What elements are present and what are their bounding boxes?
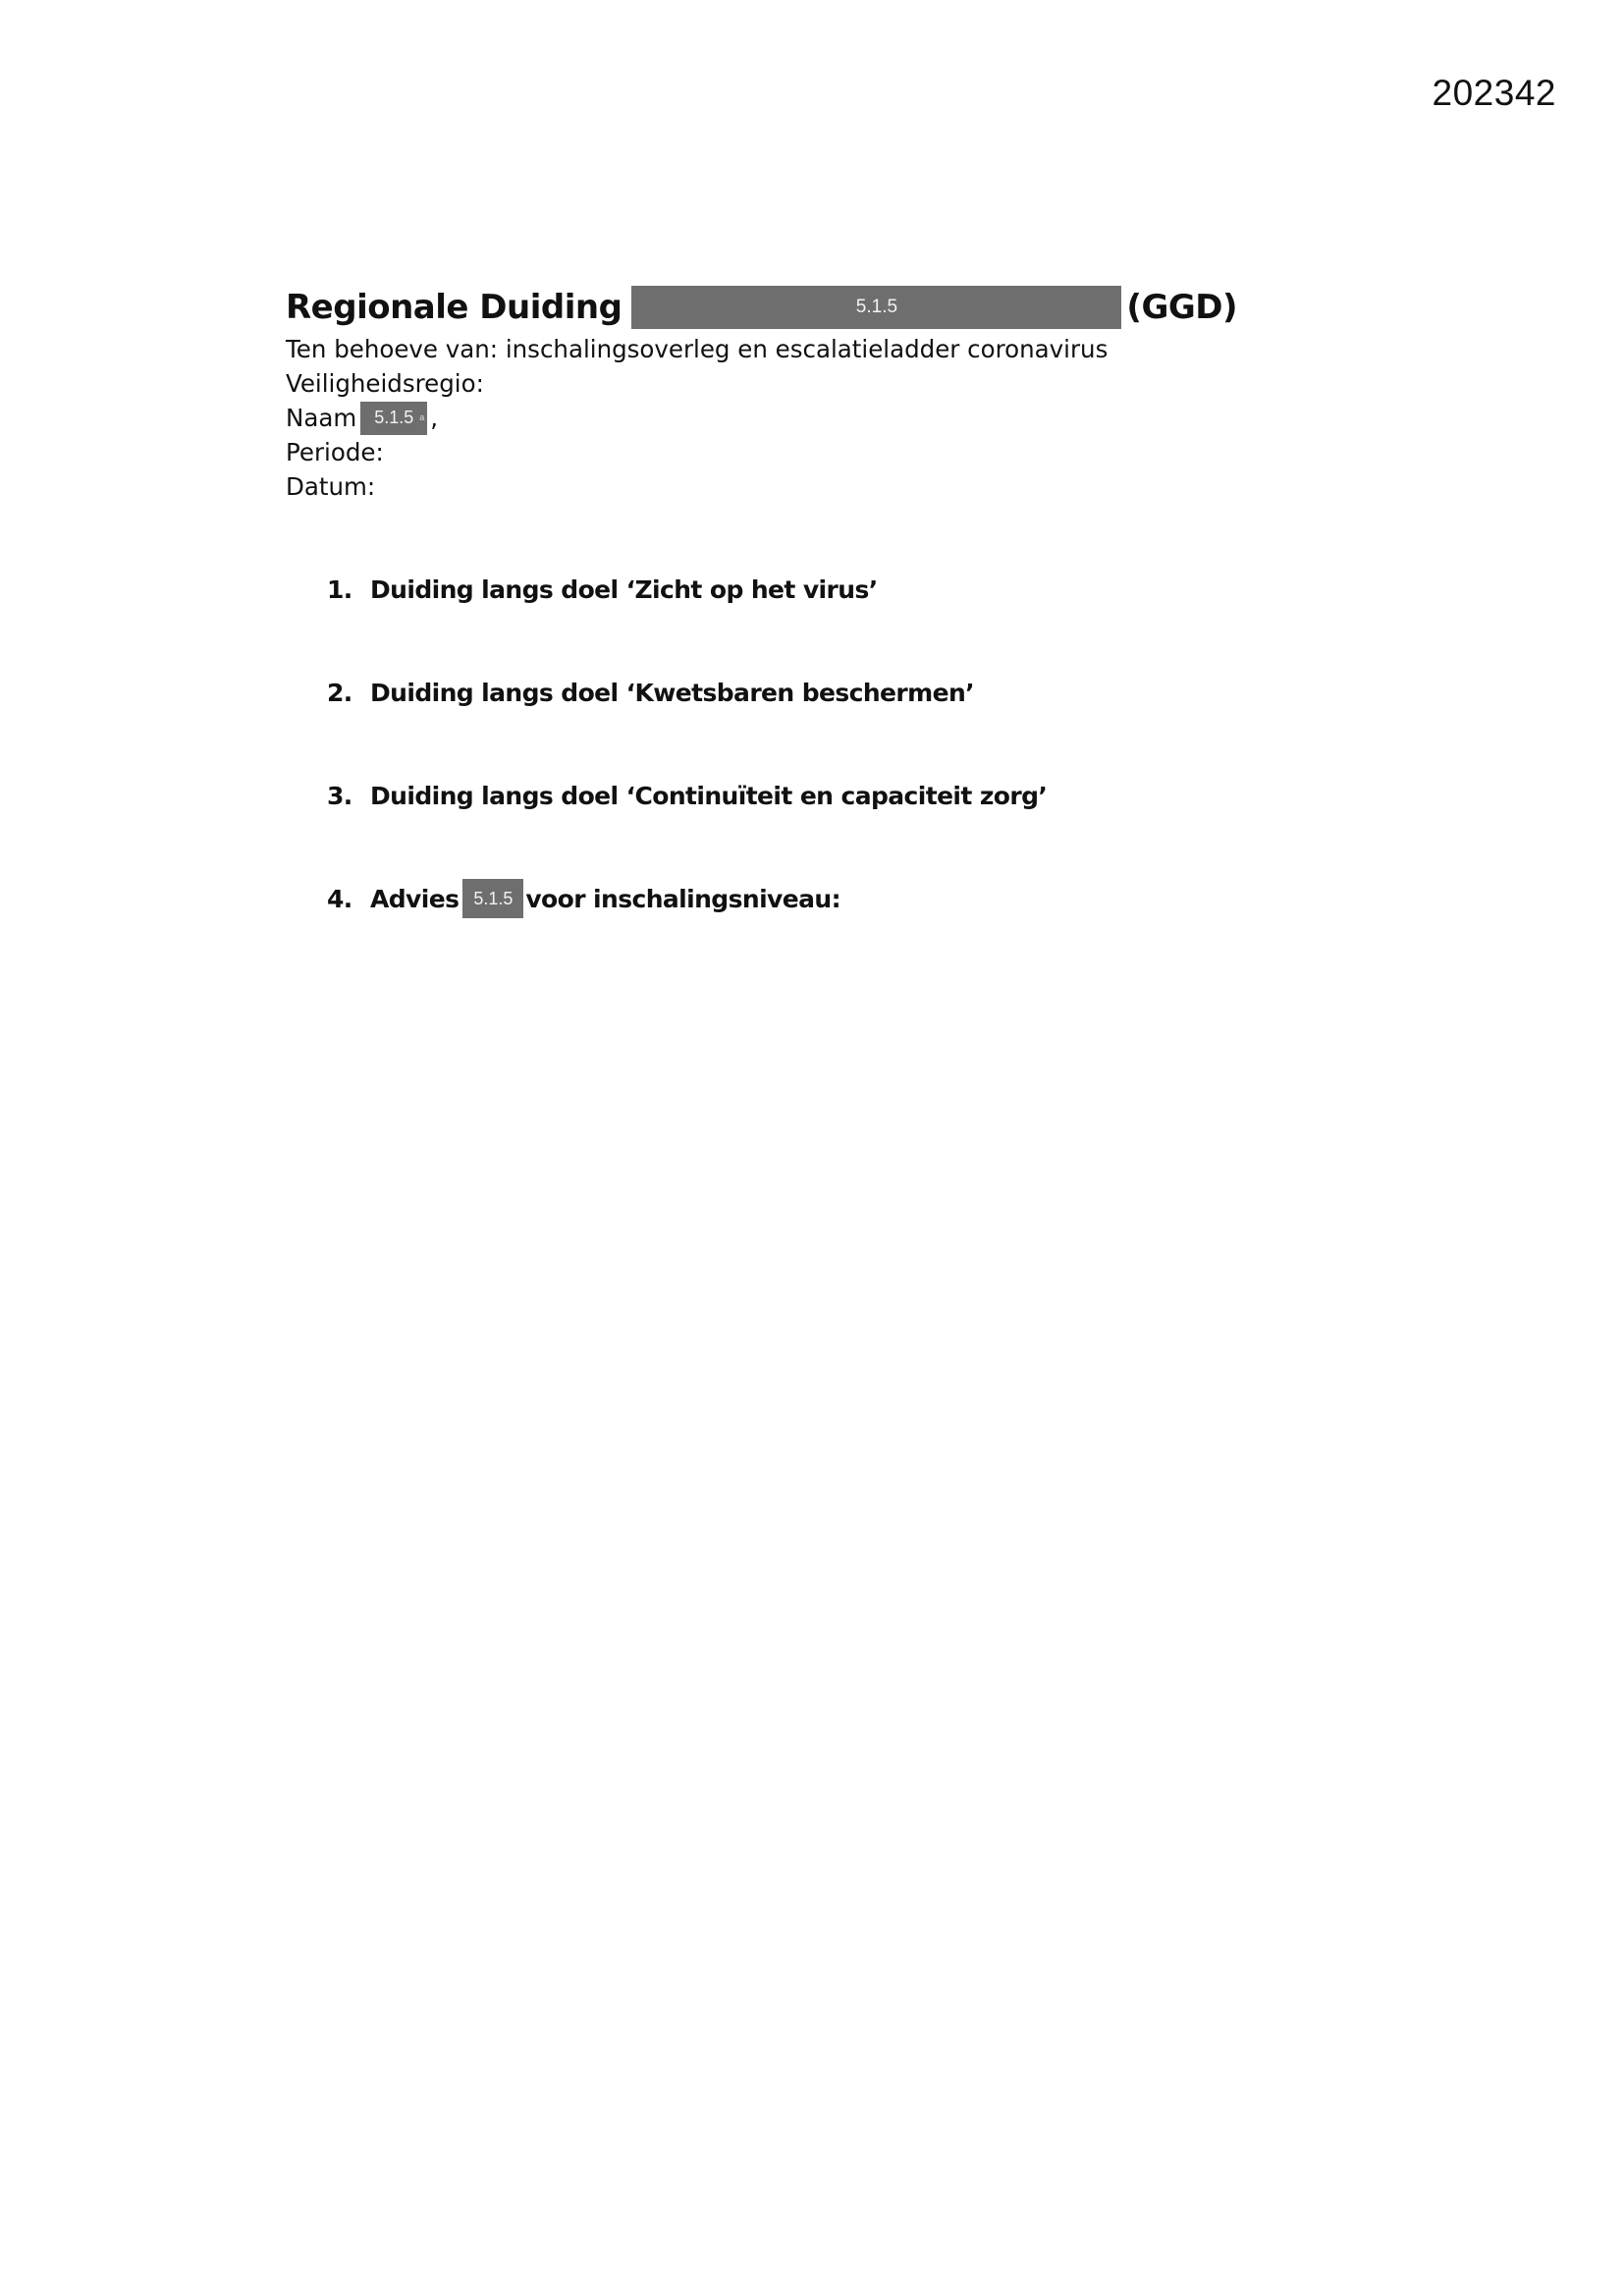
- section-number: 4.: [327, 884, 352, 913]
- name-line: [286, 401, 1366, 435]
- section-item-4: [327, 879, 1407, 918]
- date-label: Datum:: [286, 472, 376, 501]
- section-number: 1.: [327, 574, 352, 604]
- name-redaction-sub: a: [419, 411, 425, 422]
- title-suffix: (GGD): [1126, 288, 1238, 327]
- section-number: 3.: [327, 781, 352, 810]
- section-list: [327, 570, 1407, 982]
- section-item-1: [327, 570, 1407, 609]
- name-redaction-code: 5.1.5: [374, 408, 414, 427]
- region-label: Veiligheidsregio:: [286, 369, 484, 398]
- section-heading: Duiding langs doel ‘Continuïteit en capaciteit zorg’: [370, 781, 1048, 810]
- section-heading-before: Advies: [370, 884, 460, 913]
- advies-redaction: 5.1.5: [462, 879, 523, 918]
- document-title: [286, 283, 1366, 332]
- purpose-line: Ten behoeve van: inschalingsoverleg en escalatieladder coronavirus: [286, 335, 1109, 363]
- name-redaction: [360, 402, 427, 435]
- section-item-2: [327, 673, 1407, 712]
- title-redaction: 5.1.5: [631, 286, 1121, 329]
- period-label: Periode:: [286, 438, 384, 466]
- section-heading: Duiding langs doel ‘Kwetsbaren beschermen’: [370, 678, 975, 707]
- document-header: [286, 283, 1366, 504]
- section-heading: Duiding langs doel ‘Zicht op het virus’: [370, 574, 878, 604]
- section-number: 2.: [327, 678, 352, 707]
- section-heading-after: voor inschalingsniveau:: [525, 884, 840, 913]
- section-item-3: [327, 776, 1407, 815]
- name-label: Naam: [286, 404, 357, 432]
- title-prefix: Regionale Duiding: [286, 288, 623, 327]
- name-suffix: ,: [430, 404, 439, 432]
- document-number: 202342: [1432, 73, 1556, 113]
